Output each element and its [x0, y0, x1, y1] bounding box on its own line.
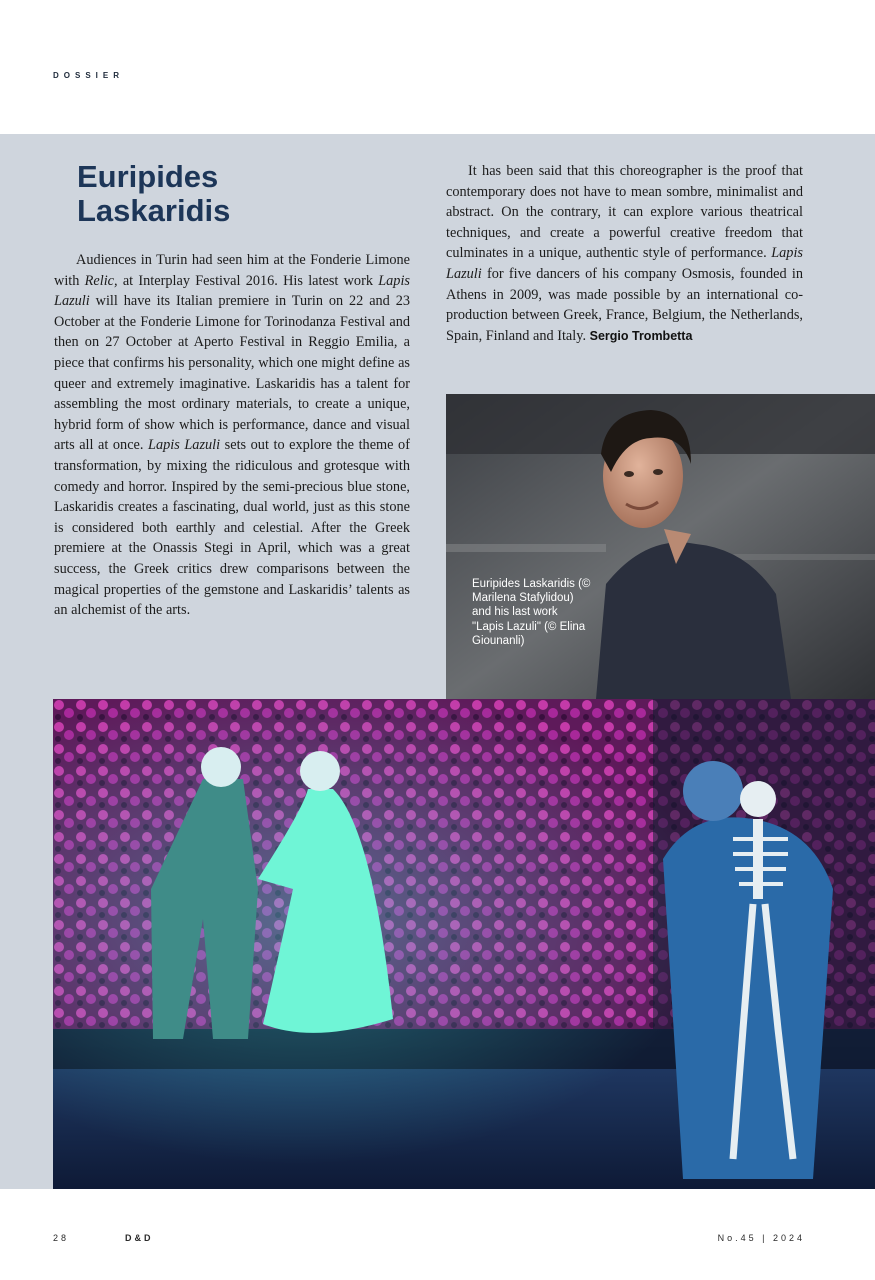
body-italic: Relic,: [84, 272, 118, 289]
body-italic: Lapis Lazuli: [148, 437, 221, 454]
photo-caption: Euripides Laskaridis (© Marilena Stafylidou) and his last work "Lapis Lazuli" (© Elina Giounanli): [472, 578, 591, 647]
body-text: will have its Italian premiere in Turin on 22 and 23 October at the Fonderie Limone for Torinodanza Festival and then on 27 October at Aperto Festival in Reggio Emilia, a piece that confirms his personality, which one might define as queer and extremely imaginative. Laskaridis has a talent for assembling the most ordinary materials, to create a unique, hybrid form of show which is performance, dance and visual arts all at once.: [54, 293, 410, 454]
body-text: It has been said that this choreographer is the proof that contemporary does not have to mean sombre, minimalist and abstract. On the contrary, it can explore various theatrical techniques, and create a powerful creative freedom that culminates in a unique, authentic style of performance.: [446, 163, 803, 262]
body-text: for five dancers of his company Osmosis, founded in Athens in 2009, was made possible by an international co-production between Greek, France, Belgium, the Netherlands, Spain, Finland and Italy.: [446, 265, 803, 344]
issue-number: No.45 | 2024: [717, 1233, 805, 1243]
body-column-right: [446, 161, 803, 346]
title-line-2: Laskaridis: [77, 193, 231, 228]
body-column-left: [54, 250, 410, 621]
stage-photo: [53, 699, 875, 1189]
body-italic: Lapis Lazuli: [54, 272, 410, 310]
article-title: [77, 160, 377, 228]
title-line-1: Euripides: [77, 159, 219, 194]
author-byline: Sergio Trombetta: [589, 328, 693, 343]
body-text: sets out to explore the theme of transformation, by mixing the ridiculous and grotesque with comedy and horror. Inspired by the semi-precious blue stone, Laskaridis creates a fascinating, dual world, just as this stone is considered both earthly and celestial. After the Greek premiere at the Onassis Stegi in April, which was a great success, the Greek critics drew comparisons between the magical properties of the gemstone and Laskaridis’ talents as an alchemist of the arts.: [54, 437, 410, 619]
body-italic: Lapis Lazuli: [446, 245, 803, 282]
body-text: at Interplay Festival 2016. His latest work: [117, 272, 379, 289]
portrait-photo: [446, 394, 875, 699]
body-text: Audiences in Turin had seen him at the Fonderie Limone with: [54, 252, 410, 289]
magazine-name: D&D: [125, 1233, 154, 1243]
section-label: DOSSIER: [53, 71, 125, 80]
page-number: 28: [53, 1233, 70, 1243]
